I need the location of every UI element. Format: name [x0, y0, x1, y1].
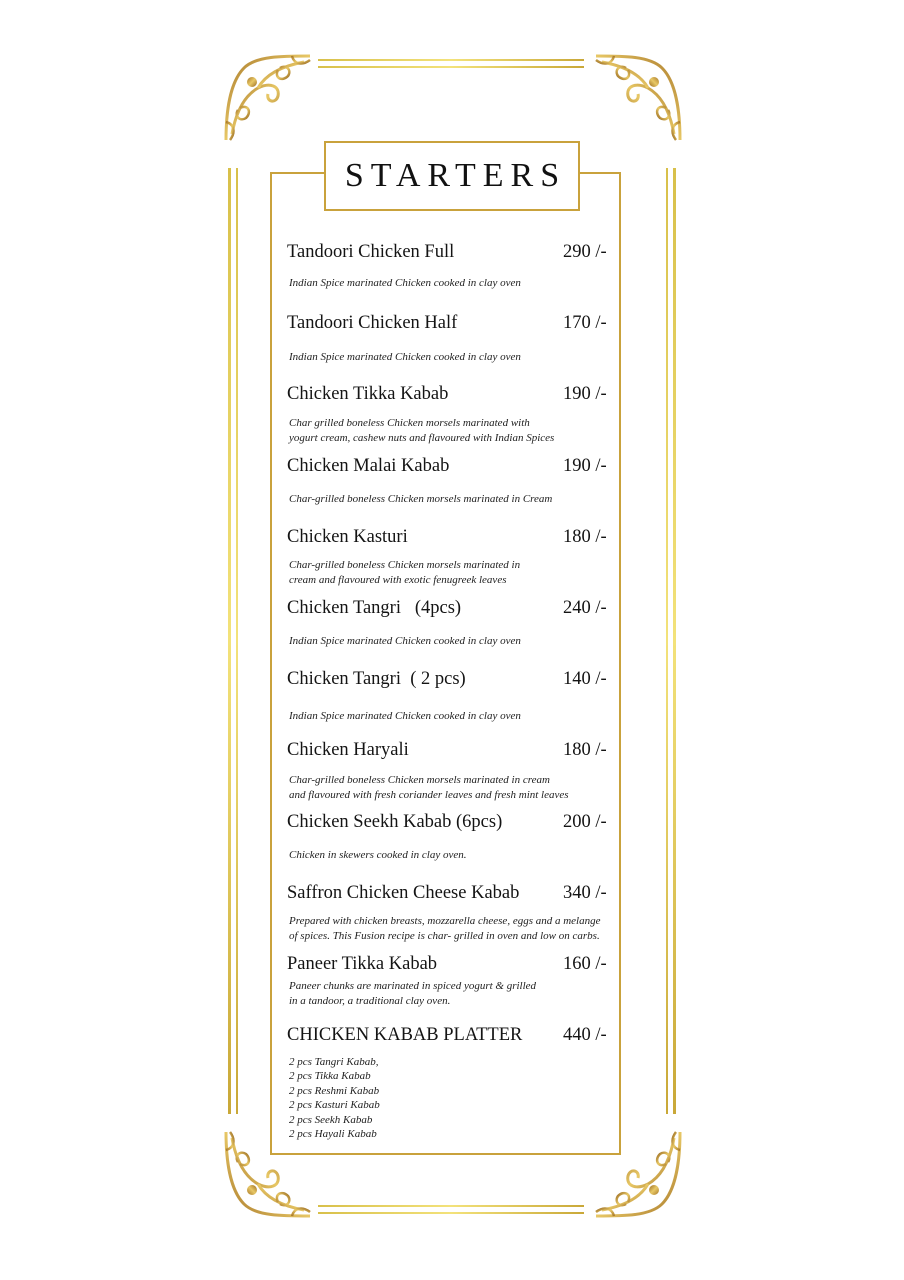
item-description: Chicken in skewers cooked in clay oven. [289, 849, 467, 861]
item-description: in a tandoor, a traditional clay oven. [289, 995, 451, 1007]
top-border-line [318, 66, 584, 68]
item-description: Paneer chunks are marinated in spiced yogurt & grilled [289, 980, 537, 992]
item-price: 290 /- [563, 242, 607, 262]
item-description: cream and flavoured with exotic fenugreek leaves [289, 574, 507, 586]
platter-line: 2 pcs Hayali Kabab [289, 1128, 377, 1141]
item-name: Saffron Chicken Cheese Kabab [287, 883, 520, 903]
left-border-line [228, 168, 231, 1114]
item-price: 160 /- [563, 954, 607, 974]
item-price: 140 /- [563, 669, 607, 689]
top-border-line [318, 59, 584, 61]
bottom-border-line [318, 1205, 584, 1207]
menu-item [287, 883, 617, 944]
menu-item [287, 669, 617, 724]
bottom-border-line [318, 1212, 584, 1214]
item-price: 180 /- [563, 527, 607, 547]
platter-line: 2 pcs Seekh Kabab [289, 1113, 373, 1126]
menu-item [287, 384, 617, 446]
item-price: 180 /- [563, 740, 607, 760]
item-name: Chicken Seekh Kabab (6pcs) [287, 812, 503, 832]
item-description: yogurt cream, cashew nuts and flavoured with Indian Spices [289, 432, 555, 444]
item-description: Indian Spice marinated Chicken cooked in clay oven [289, 635, 521, 647]
item-price: 170 /- [563, 313, 607, 333]
menu-item [287, 740, 617, 803]
item-description: Char-grilled boneless Chicken morsels marinated in cream [289, 774, 550, 786]
item-name: Tandoori Chicken Half [287, 313, 458, 333]
menu-item [287, 1025, 617, 1141]
item-description: and flavoured with fresh coriander leaves and fresh mint leaves [289, 789, 569, 801]
item-name: Chicken Haryali [287, 740, 409, 760]
platter-line: 2 pcs Tikka Kabab [289, 1070, 371, 1083]
item-name: Chicken Tangri (4pcs) [287, 598, 462, 618]
item-price: 440 /- [563, 1025, 607, 1045]
item-description: Char-grilled boneless Chicken morsels marinated in [289, 559, 521, 571]
menu-item [287, 313, 617, 365]
item-name: Chicken Malai Kabab [287, 456, 450, 476]
item-price: 190 /- [563, 384, 607, 404]
menu-item [287, 954, 617, 1009]
item-name: Chicken Tikka Kabab [287, 384, 449, 404]
item-description: Char-grilled boneless Chicken morsels marinated in Cream [289, 493, 553, 505]
menu-item [287, 527, 617, 588]
item-description: Indian Spice marinated Chicken cooked in clay oven [289, 277, 521, 289]
item-description: of spices. This Fusion recipe is char- grilled in oven and low on carbs. [289, 930, 600, 942]
menu-item [287, 456, 617, 507]
item-price: 190 /- [563, 456, 607, 476]
item-name: Chicken Kasturi [287, 527, 408, 547]
platter-line: 2 pcs Reshmi Kabab [289, 1084, 380, 1097]
item-name: CHICKEN KABAB PLATTER [287, 1025, 523, 1045]
menu-item [287, 812, 617, 863]
item-price: 200 /- [563, 812, 607, 832]
platter-line: 2 pcs Kasturi Kabab [289, 1099, 380, 1112]
menu-item [287, 598, 617, 649]
menu-item [287, 242, 617, 291]
item-description: Prepared with chicken breasts, mozzarella cheese, eggs and a melange [289, 915, 601, 927]
corner-ornament-top-right-icon [592, 52, 684, 144]
page-title: STARTERS [344, 157, 567, 194]
item-name: Tandoori Chicken Full [287, 242, 455, 262]
item-description: Char grilled boneless Chicken morsels marinated with [289, 417, 530, 429]
left-border-line [236, 168, 238, 1114]
item-name: Paneer Tikka Kabab [287, 954, 438, 974]
item-price: 340 /- [563, 883, 607, 903]
item-price: 240 /- [563, 598, 607, 618]
title-box [324, 141, 580, 211]
corner-ornament-top-left-icon [222, 52, 314, 144]
platter-line: 2 pcs Tangri Kabab, [289, 1056, 379, 1068]
right-border-line [666, 168, 668, 1114]
item-description: Indian Spice marinated Chicken cooked in clay oven [289, 710, 521, 722]
item-name: Chicken Tangri ( 2 pcs) [287, 669, 466, 689]
right-border-line [673, 168, 676, 1114]
item-description: Indian Spice marinated Chicken cooked in clay oven [289, 351, 521, 363]
